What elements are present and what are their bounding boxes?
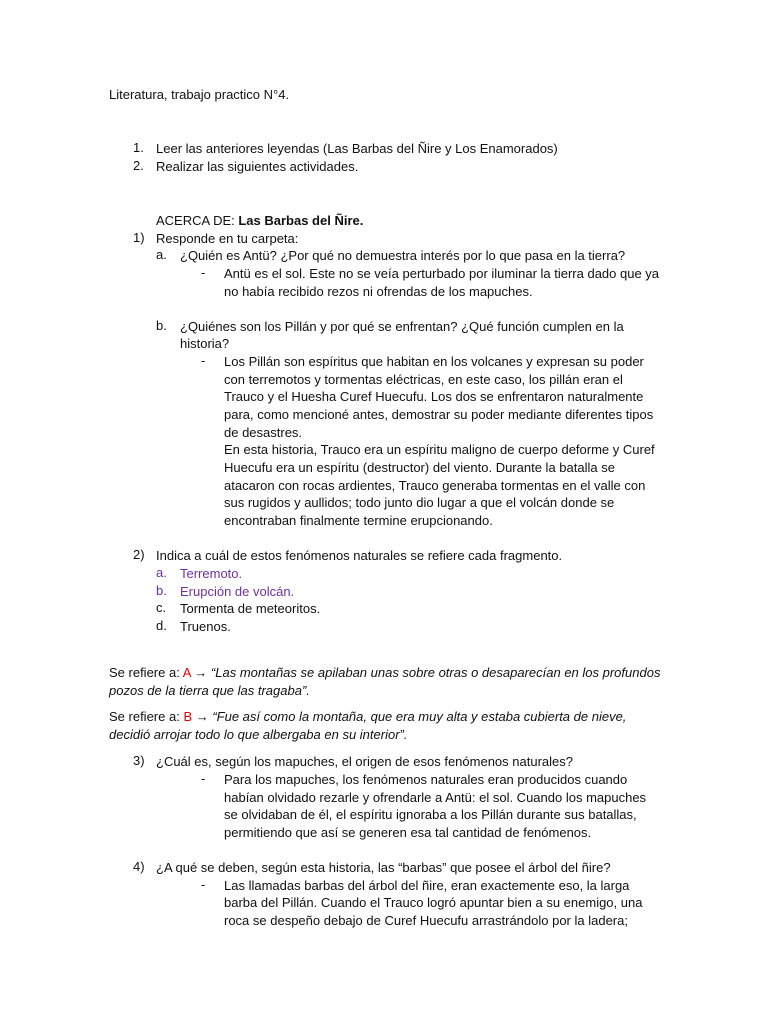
reference-line <box>109 708 626 725</box>
answer-line: se olvidaban de él, el espíritu ignoraba a los Pillán durante sus batallas, <box>224 807 637 822</box>
question-number: 4) <box>133 859 145 874</box>
answer-line: Para los mapuches, los fenómenos naturales eran producidos cuando <box>224 772 628 787</box>
answer-line: atacaron con rocas ardientes, Trauco generaba tormentas en el valle con <box>224 478 646 493</box>
reference-arrow: → <box>192 709 213 724</box>
list-number: 1. <box>133 140 144 155</box>
list-item: Realizar las siguientes actividades. <box>156 159 359 174</box>
question-text: Responde en tu carpeta: <box>156 231 299 246</box>
question-text: Indica a cuál de estos fenómenos naturales se refiere cada fragmento. <box>156 548 563 563</box>
answer-line: no había recibido rezos ni ofrendas de los mapuches. <box>224 284 533 299</box>
reference-quote: “Fue así como la montaña, que era muy alta y estaba cubierta de nieve, <box>212 709 627 724</box>
reference-prefix: Se refiere a: <box>109 709 184 724</box>
reference-arrow: → <box>190 665 211 680</box>
question-number: 2) <box>133 547 145 562</box>
answer-dash: - <box>201 771 206 786</box>
answer-line: sus rugidos y aullidos; todo junto dio lugar a que el volcán donde se <box>224 495 615 510</box>
answer-line: Huecufu era un espíritu (destructor) del viento. Durante la batalla se <box>224 460 615 475</box>
option-letter: b. <box>156 583 167 598</box>
reference-letter: A <box>182 665 191 680</box>
answer-line: con terremotos y tormentas eléctricas, en este caso, los pillán eran el <box>224 372 623 387</box>
list-item: Leer las anteriores leyendas (Las Barbas del Ñire y Los Enamorados) <box>156 141 558 156</box>
section-heading <box>156 212 363 229</box>
answer-line: barba del Pillán. Cuando el Trauco logró apuntar bien a su enemigo, una <box>224 895 643 910</box>
question-number: 1) <box>133 230 145 245</box>
reference-quote: decidió arrojar todo lo que albergaba en su interior”. <box>109 727 408 742</box>
answer-line: Antü es el sol. Este no se veía perturbado por iluminar la tierra dado que ya <box>224 266 660 281</box>
answer-line: Los Pillán son espíritus que habitan en los volcanes y expresan su poder <box>224 354 644 369</box>
answer-dash: - <box>201 877 206 892</box>
subquestion-letter: b. <box>156 318 167 333</box>
subquestion-letter: a. <box>156 247 167 262</box>
section-heading-prefix: ACERCA DE: <box>156 213 239 228</box>
question-number: 3) <box>133 753 145 768</box>
answer-line: permitiendo que así se generen esa tal cantidad de fenómenos. <box>224 825 592 840</box>
option-text: Truenos. <box>180 619 231 634</box>
answer-line: de desastres. <box>224 425 303 440</box>
answer-line: encontraban finalmente termine erupcionando. <box>224 513 493 528</box>
answer-line: roca se despeño debajo de Curef Huecufu arrastrándolo por la ladera; <box>224 913 628 928</box>
list-number: 2. <box>133 158 144 173</box>
option-letter: d. <box>156 618 167 633</box>
option-text: Tormenta de meteoritos. <box>180 601 321 616</box>
question-text: ¿Cuál es, según los mapuches, el origen de esos fenómenos naturales? <box>156 754 573 769</box>
page-title: Literatura, trabajo practico N°4. <box>109 87 290 102</box>
answer-line: habían olvidado rezarle y ofrendarle a Antü: el sol. Cuando los mapuches <box>224 790 647 805</box>
answer-line: Las llamadas barbas del árbol del ñire, eran exactemente eso, la larga <box>224 878 630 893</box>
question-text: ¿A qué se deben, según esta historia, las “barbas” que posee el árbol del ñire? <box>156 860 611 875</box>
answer-dash: - <box>201 265 206 280</box>
section-heading-title: Las Barbas del Ñire. <box>238 213 364 228</box>
option-text: Erupción de volcán. <box>180 584 295 599</box>
answer-line: para, como mencioné antes, demostrar su poder mediante diferentes tipos <box>224 407 654 422</box>
reference-line <box>109 664 660 681</box>
answer-line: Trauco y el Huesha Curef Huecufu. Los dos se enfrentaron naturalmente <box>224 389 644 404</box>
reference-letter: B <box>183 709 193 724</box>
option-text: Terremoto. <box>180 566 243 581</box>
answer-dash: - <box>201 353 206 368</box>
reference-quote: “Las montañas se apilaban unas sobre otras o desaparecían en los profundos <box>210 665 661 680</box>
option-letter: a. <box>156 565 167 580</box>
answer-line: En esta historia, Trauco era un espíritu maligno de cuerpo deforme y Curef <box>224 442 655 457</box>
subquestion-text: ¿Quién es Antü? ¿Por qué no demuestra interés por lo que pasa en la tierra? <box>180 248 626 263</box>
reference-prefix: Se refiere a: <box>109 665 183 680</box>
subquestion-text: ¿Quiénes son los Pillán y por qué se enfrentan? ¿Qué función cumplen en la <box>180 319 624 334</box>
option-letter: c. <box>156 600 167 615</box>
subquestion-text: historia? <box>180 336 230 351</box>
reference-quote: pozos de la tierra que las tragaba”. <box>109 683 310 698</box>
